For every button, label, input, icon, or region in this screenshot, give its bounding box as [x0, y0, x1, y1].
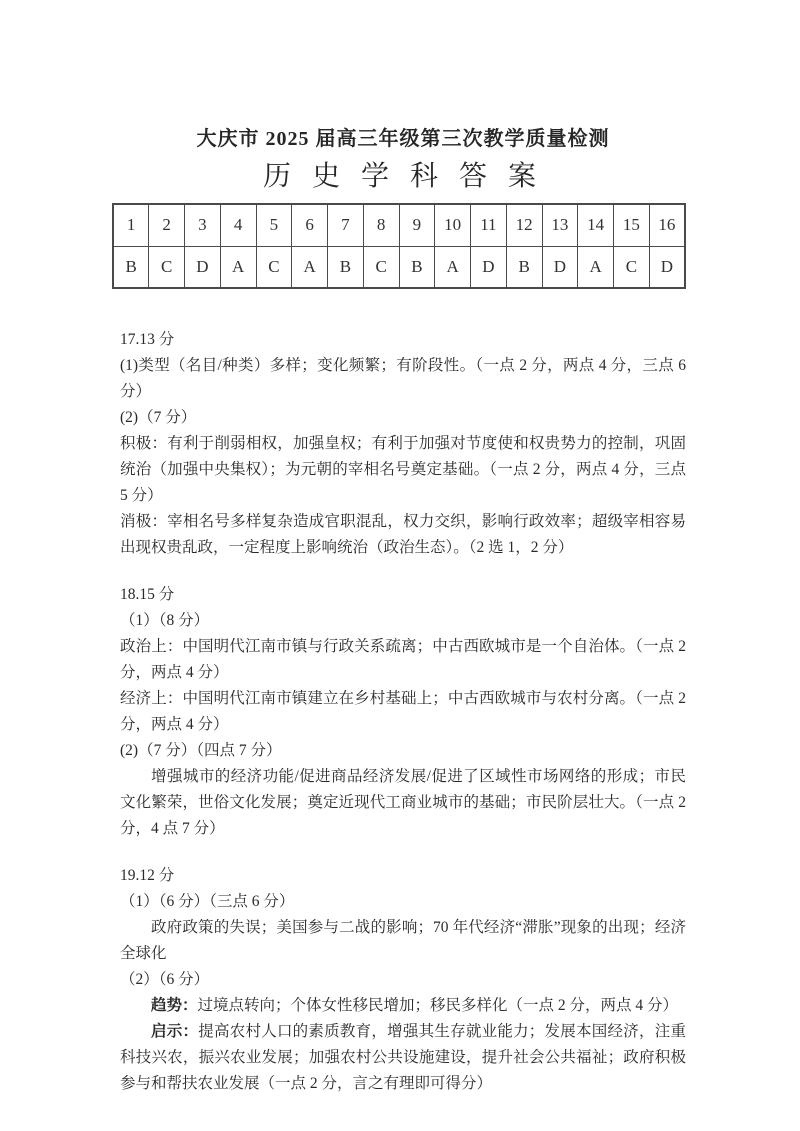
section-question-17	[120, 327, 686, 561]
answer-cell: A	[220, 246, 256, 288]
question-number-cell: 1	[113, 204, 149, 246]
document-subtitle: 历 史 学 科 答 案	[262, 161, 543, 192]
q19-trend-label: 趋势：	[151, 997, 198, 1014]
answer-cell: C	[149, 246, 185, 288]
question-number-cell: 8	[363, 204, 399, 246]
q19-heading: 19.12 分	[120, 867, 175, 884]
q19-part1-heading: （1）（6 分）（三点 6 分）	[120, 893, 295, 910]
question-number-cell: 13	[542, 204, 578, 246]
question-number-cell: 5	[256, 204, 292, 246]
q19-trend-answer	[120, 993, 686, 1019]
question-number-cell: 14	[578, 204, 614, 246]
q18-part1-heading: （1）（8 分）	[120, 612, 210, 629]
answer-cell: D	[649, 246, 685, 288]
question-number-cell: 11	[471, 204, 507, 246]
q19-insight-answer	[120, 1019, 686, 1097]
q17-negative-answer: 消极：宰相名号多样复杂造成官职混乱，权力交织，影响行政效率；超级宰相容易出现权贵乱政，一定程度上影响统治（政治生态）。（2 选 1，2 分）	[120, 513, 686, 556]
document-title: 大庆市 2025 届高三年级第三次教学质量检测	[196, 128, 610, 150]
question-number-cell: 10	[435, 204, 471, 246]
q19-part2-heading: （2）（6 分）	[120, 971, 210, 988]
q19-insight-label: 启示：	[151, 1023, 199, 1040]
answer-cell: C	[363, 246, 399, 288]
question-number-cell: 3	[185, 204, 221, 246]
q19-trend-text: 过境点转向；个体女性移民增加；移民多样化（一点 2 分，两点 4 分）	[197, 997, 679, 1014]
question-number-cell: 15	[614, 204, 650, 246]
answer-cell: B	[113, 246, 149, 288]
answer-cell: D	[542, 246, 578, 288]
q17-heading: 17.13 分	[120, 331, 175, 348]
question-number-cell: 4	[220, 204, 256, 246]
answer-cell: C	[614, 246, 650, 288]
answer-cell: A	[435, 246, 471, 288]
q18-economic-answer: 经济上：中国明代江南市镇建立在乡村基础上；中古西欧城市与农村分离。（一点 2 分，两点 4 分）	[120, 690, 686, 733]
section-question-19	[120, 863, 686, 1097]
answer-cell: D	[471, 246, 507, 288]
question-number-row	[113, 204, 685, 246]
section-question-18	[120, 582, 686, 842]
q18-political-answer: 政治上：中国明代江南市镇与行政关系疏离；中古西欧城市是一个自治体。（一点 2 分，两点 4 分）	[120, 638, 686, 681]
question-number-cell: 12	[506, 204, 542, 246]
answer-key-table	[112, 203, 686, 289]
q17-positive-answer: 积极：有利于削弱相权，加强皇权；有利于加强对节度使和权贵势力的控制，巩固统治（加强中央集权）；为元朝的宰相名号奠定基础。（一点 2 分，两点 4 分，三点 5 分）	[120, 435, 686, 504]
answer-cell: B	[328, 246, 364, 288]
q17-part2-heading: (2)（7 分）	[120, 409, 197, 426]
q19-insight-text: 提高农村人口的素质教育，增强其生存就业能力；发展本国经济，注重科技兴农，振兴农业发展；加强农村公共设施建设，提升社会公共福祉；政府积极参与和帮扶农业发展（一点 2 分，言之有理即可得分）	[120, 1023, 686, 1092]
answer-cell: B	[506, 246, 542, 288]
question-number-cell: 16	[649, 204, 685, 246]
answer-cell: A	[292, 246, 328, 288]
question-number-cell: 9	[399, 204, 435, 246]
question-number-cell: 2	[149, 204, 185, 246]
q18-heading: 18.15 分	[120, 586, 175, 603]
answer-cell: D	[185, 246, 221, 288]
answer-cell: A	[578, 246, 614, 288]
q18-part2-heading: (2)（7 分）（四点 7 分）	[120, 742, 282, 759]
q19-part1-answer: 政府政策的失误；美国参与二战的影响；70 年代经济“滞胀”现象的出现；经济全球化	[120, 919, 686, 962]
answer-cell: C	[256, 246, 292, 288]
q18-part2-answer: 增强城市的经济功能/促进商品经济发展/促进了区域性市场网络的形成；市民文化繁荣，世俗文化发展；奠定近现代工商业城市的基础；市民阶层壮大。（一点 2 分，4 点 7 分）	[120, 768, 686, 837]
question-number-cell: 6	[292, 204, 328, 246]
q17-part1-answer: (1)类型（名目/种类）多样；变化频繁；有阶段性。（一点 2 分，两点 4 分，三点 6 分）	[120, 357, 686, 400]
question-number-cell: 7	[328, 204, 364, 246]
answer-letter-row	[113, 246, 685, 288]
answer-cell: B	[399, 246, 435, 288]
